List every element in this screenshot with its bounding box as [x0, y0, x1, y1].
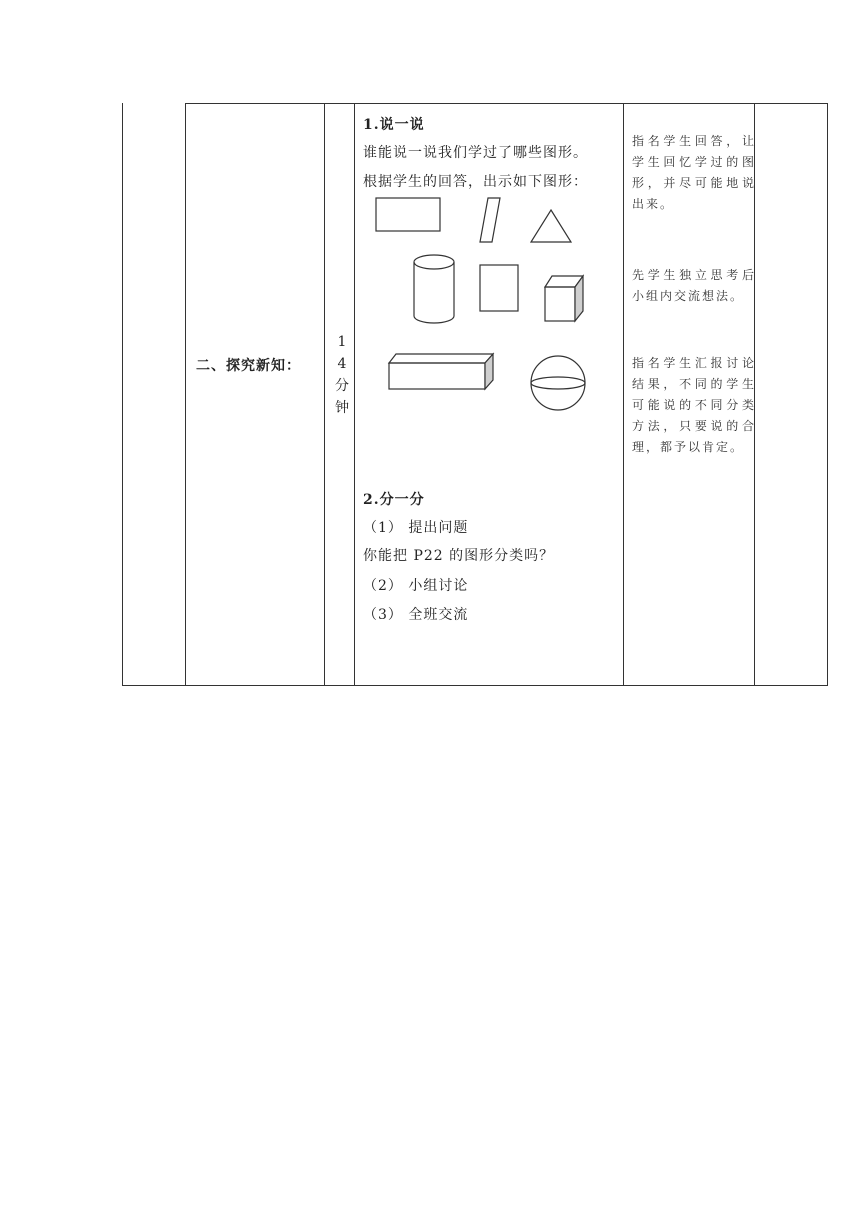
part1-heading: 1.说一说 [363, 117, 425, 133]
table-border-left [122, 103, 123, 686]
table-border-right [827, 103, 828, 686]
part2-heading: 2.分一分 [363, 492, 425, 508]
cube-shape [545, 276, 583, 321]
table-border-top [185, 103, 828, 104]
section-title: 二、探究新知： [196, 358, 301, 374]
duration-char: 钟 [335, 400, 349, 416]
part2-step1: （1） 提出问题 [363, 520, 469, 536]
teacher-note-1: 指名学生回答，让学生回忆学过的图形，并尽可能地说出来。 [632, 134, 756, 211]
part2-question: 你能把 P22 的图形分类吗？ [363, 548, 555, 564]
rectangle-shape [376, 198, 440, 231]
table-border-bottom [122, 685, 828, 686]
parallelogram-shape [480, 198, 500, 242]
part1-line1: 谁能说一说我们学过了哪些图形。 [363, 145, 588, 161]
duration-label [331, 331, 353, 419]
part1-line2: 根据学生的回答，出示如下图形： [363, 174, 588, 190]
cylinder-shape [414, 255, 454, 323]
duration-char: 4 [337, 356, 347, 372]
sphere-shape [531, 356, 585, 410]
column-divider [623, 103, 624, 686]
column-divider [354, 103, 355, 686]
shapes-illustration [370, 193, 590, 413]
square-shape [480, 265, 518, 311]
column-divider [185, 103, 186, 686]
part2-step2: （2） 小组讨论 [363, 578, 469, 594]
teacher-note-2: 先学生独立思考后小组内交流想法。 [632, 268, 756, 303]
cuboid-shape [389, 354, 493, 389]
lesson-table [122, 103, 828, 686]
column-divider [324, 103, 325, 686]
duration-char: 1 [337, 334, 347, 350]
triangle-shape [531, 210, 571, 242]
teacher-note-3: 指名学生汇报讨论结果，不同的学生可能说的不同分类方法，只要说的合理，都予以肯定。 [632, 356, 756, 454]
part2-step3: （3） 全班交流 [363, 607, 469, 623]
duration-char: 分 [335, 378, 349, 394]
